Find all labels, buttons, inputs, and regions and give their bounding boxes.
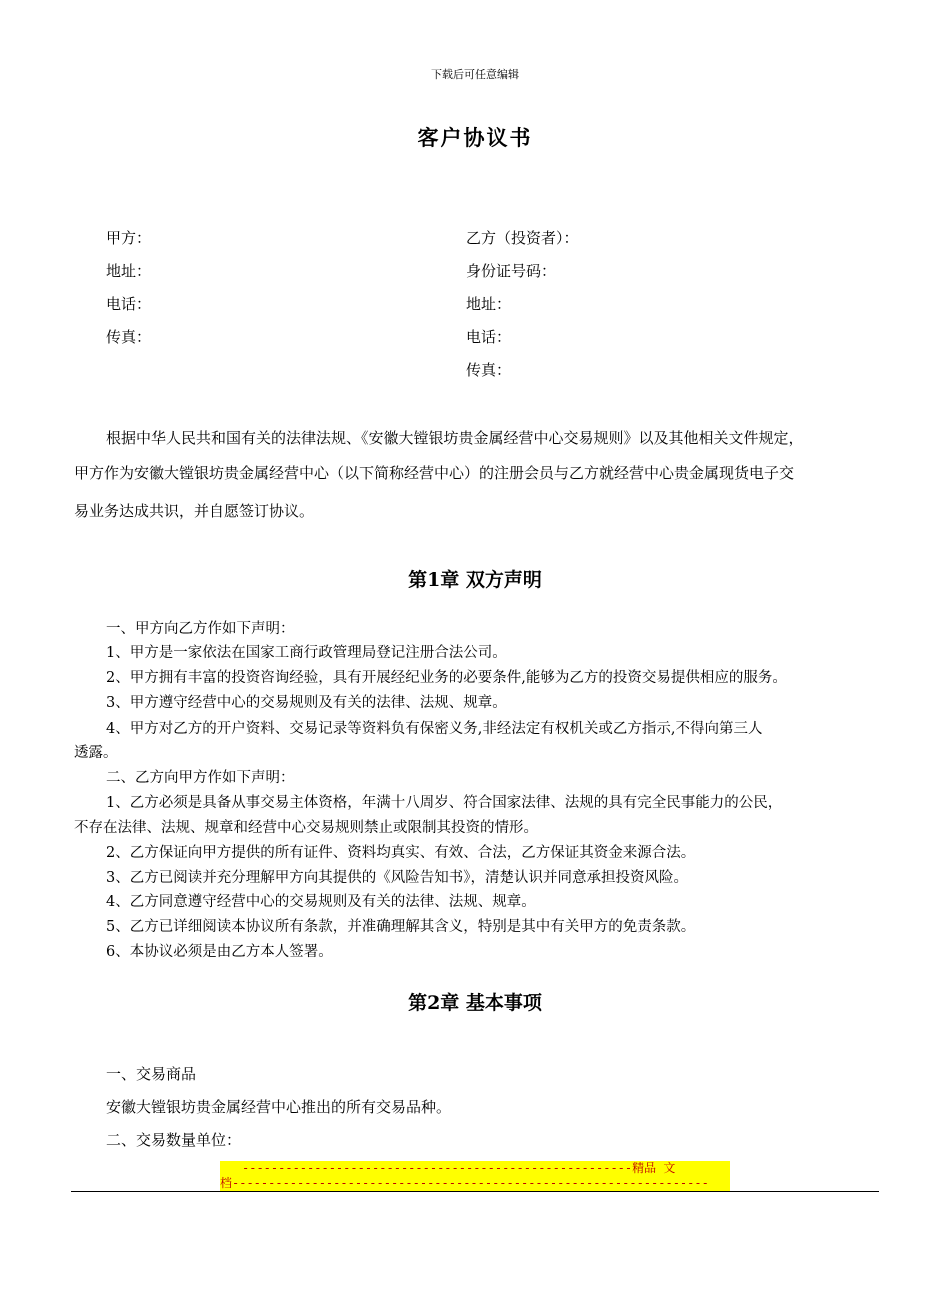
declaration-item: 2、乙方保证向甲方提供的所有证件、资料均真实、有效、合法，乙方保证其资金来源合法。 <box>106 845 696 861</box>
declaration-item: 4、乙方同意遵守经营中心的交易规则及有关的法律、法规、规章。 <box>106 894 536 910</box>
intro-line: 根据中华人民共和国有关的法律法规、《安徽大镗银坊贵金属经营中心交易规则》以及其他相关文件规定， <box>106 429 804 447</box>
declaration-heading: 二、乙方向甲方作如下声明： <box>106 770 295 786</box>
page-title: 客户协议书 <box>417 125 533 150</box>
declaration-item: 3、乙方已阅读并充分理解甲方向其提供的《风险告知书》，清楚认识并同意承担投资风险。 <box>106 870 688 886</box>
party-b-id-label: 身份证号码： <box>466 262 557 280</box>
declaration-item: 1、甲方是一家依法在国家工商行政管理局登记注册合法公司。 <box>106 645 507 661</box>
intro-line: 甲方作为安徽大镗银坊贵金属经营中心（以下简称经营中心）的注册会员与乙方就经营中心贵金属现货电子交 <box>74 464 795 482</box>
header-note: 下载后可任意编辑 <box>431 68 519 81</box>
declaration-heading: 一、甲方向乙方作如下声明： <box>106 621 295 637</box>
footer-watermark <box>220 1161 730 1191</box>
declaration-item: 5、乙方已详细阅读本协议所有条款，并准确理解其含义，特别是其中有关甲方的免责条款。 <box>106 919 696 935</box>
footer-rule <box>71 1191 879 1192</box>
declaration-item: 3、甲方遵守经营中心的交易规则及有关的法律、法规、规章。 <box>106 695 507 711</box>
declaration-item-continued: 透露。 <box>74 745 118 761</box>
section-heading: 二、交易数量单位： <box>106 1131 242 1149</box>
party-a-phone-label: 电话： <box>106 295 152 313</box>
intro-line: 易业务达成共识，并自愿签订协议。 <box>74 502 315 520</box>
declaration-item: 2、甲方拥有丰富的投资咨询经验，具有开展经纪业务的必要条件,能够为乙方的投资交易提供相应的服务。 <box>106 670 787 686</box>
chapter-2-title: 第2章 基本事项 <box>408 992 542 1014</box>
party-b-address-label: 地址： <box>466 295 512 313</box>
footer-watermark-line: 档------------------------------------------------------------------ <box>220 1176 709 1190</box>
declaration-item: 6、本协议必须是由乙方本人签署。 <box>106 944 333 960</box>
declaration-item-continued: 不存在法律、法规、规章和经营中心交易规则禁止或限制其投资的情形。 <box>74 820 538 836</box>
party-b-fax-label: 传真： <box>466 361 512 379</box>
section-heading: 一、交易商品 <box>106 1065 197 1083</box>
section-text: 安徽大镗银坊贵金属经营中心推出的所有交易品种。 <box>106 1098 452 1116</box>
party-a-address-label: 地址： <box>106 262 152 280</box>
party-b-label: 乙方（投资者）： <box>466 229 579 247</box>
party-a-label: 甲方： <box>106 229 152 247</box>
declaration-item: 1、乙方必须是具备从事交易主体资格，年满十八周岁、符合国家法律、法规的具有完全民事能力的公民， <box>106 795 783 811</box>
party-b-phone-label: 电话： <box>466 328 512 346</box>
chapter-1-title: 第1章 双方声明 <box>408 569 542 591</box>
party-a-fax-label: 传真： <box>106 328 152 346</box>
footer-watermark-line: ------------------------------------------------------精品 文 <box>242 1161 676 1175</box>
declaration-item: 4、甲方对乙方的开户资料、交易记录等资料负有保密义务,非经法定有权机关或乙方指示,不得向第三人 <box>106 721 763 737</box>
